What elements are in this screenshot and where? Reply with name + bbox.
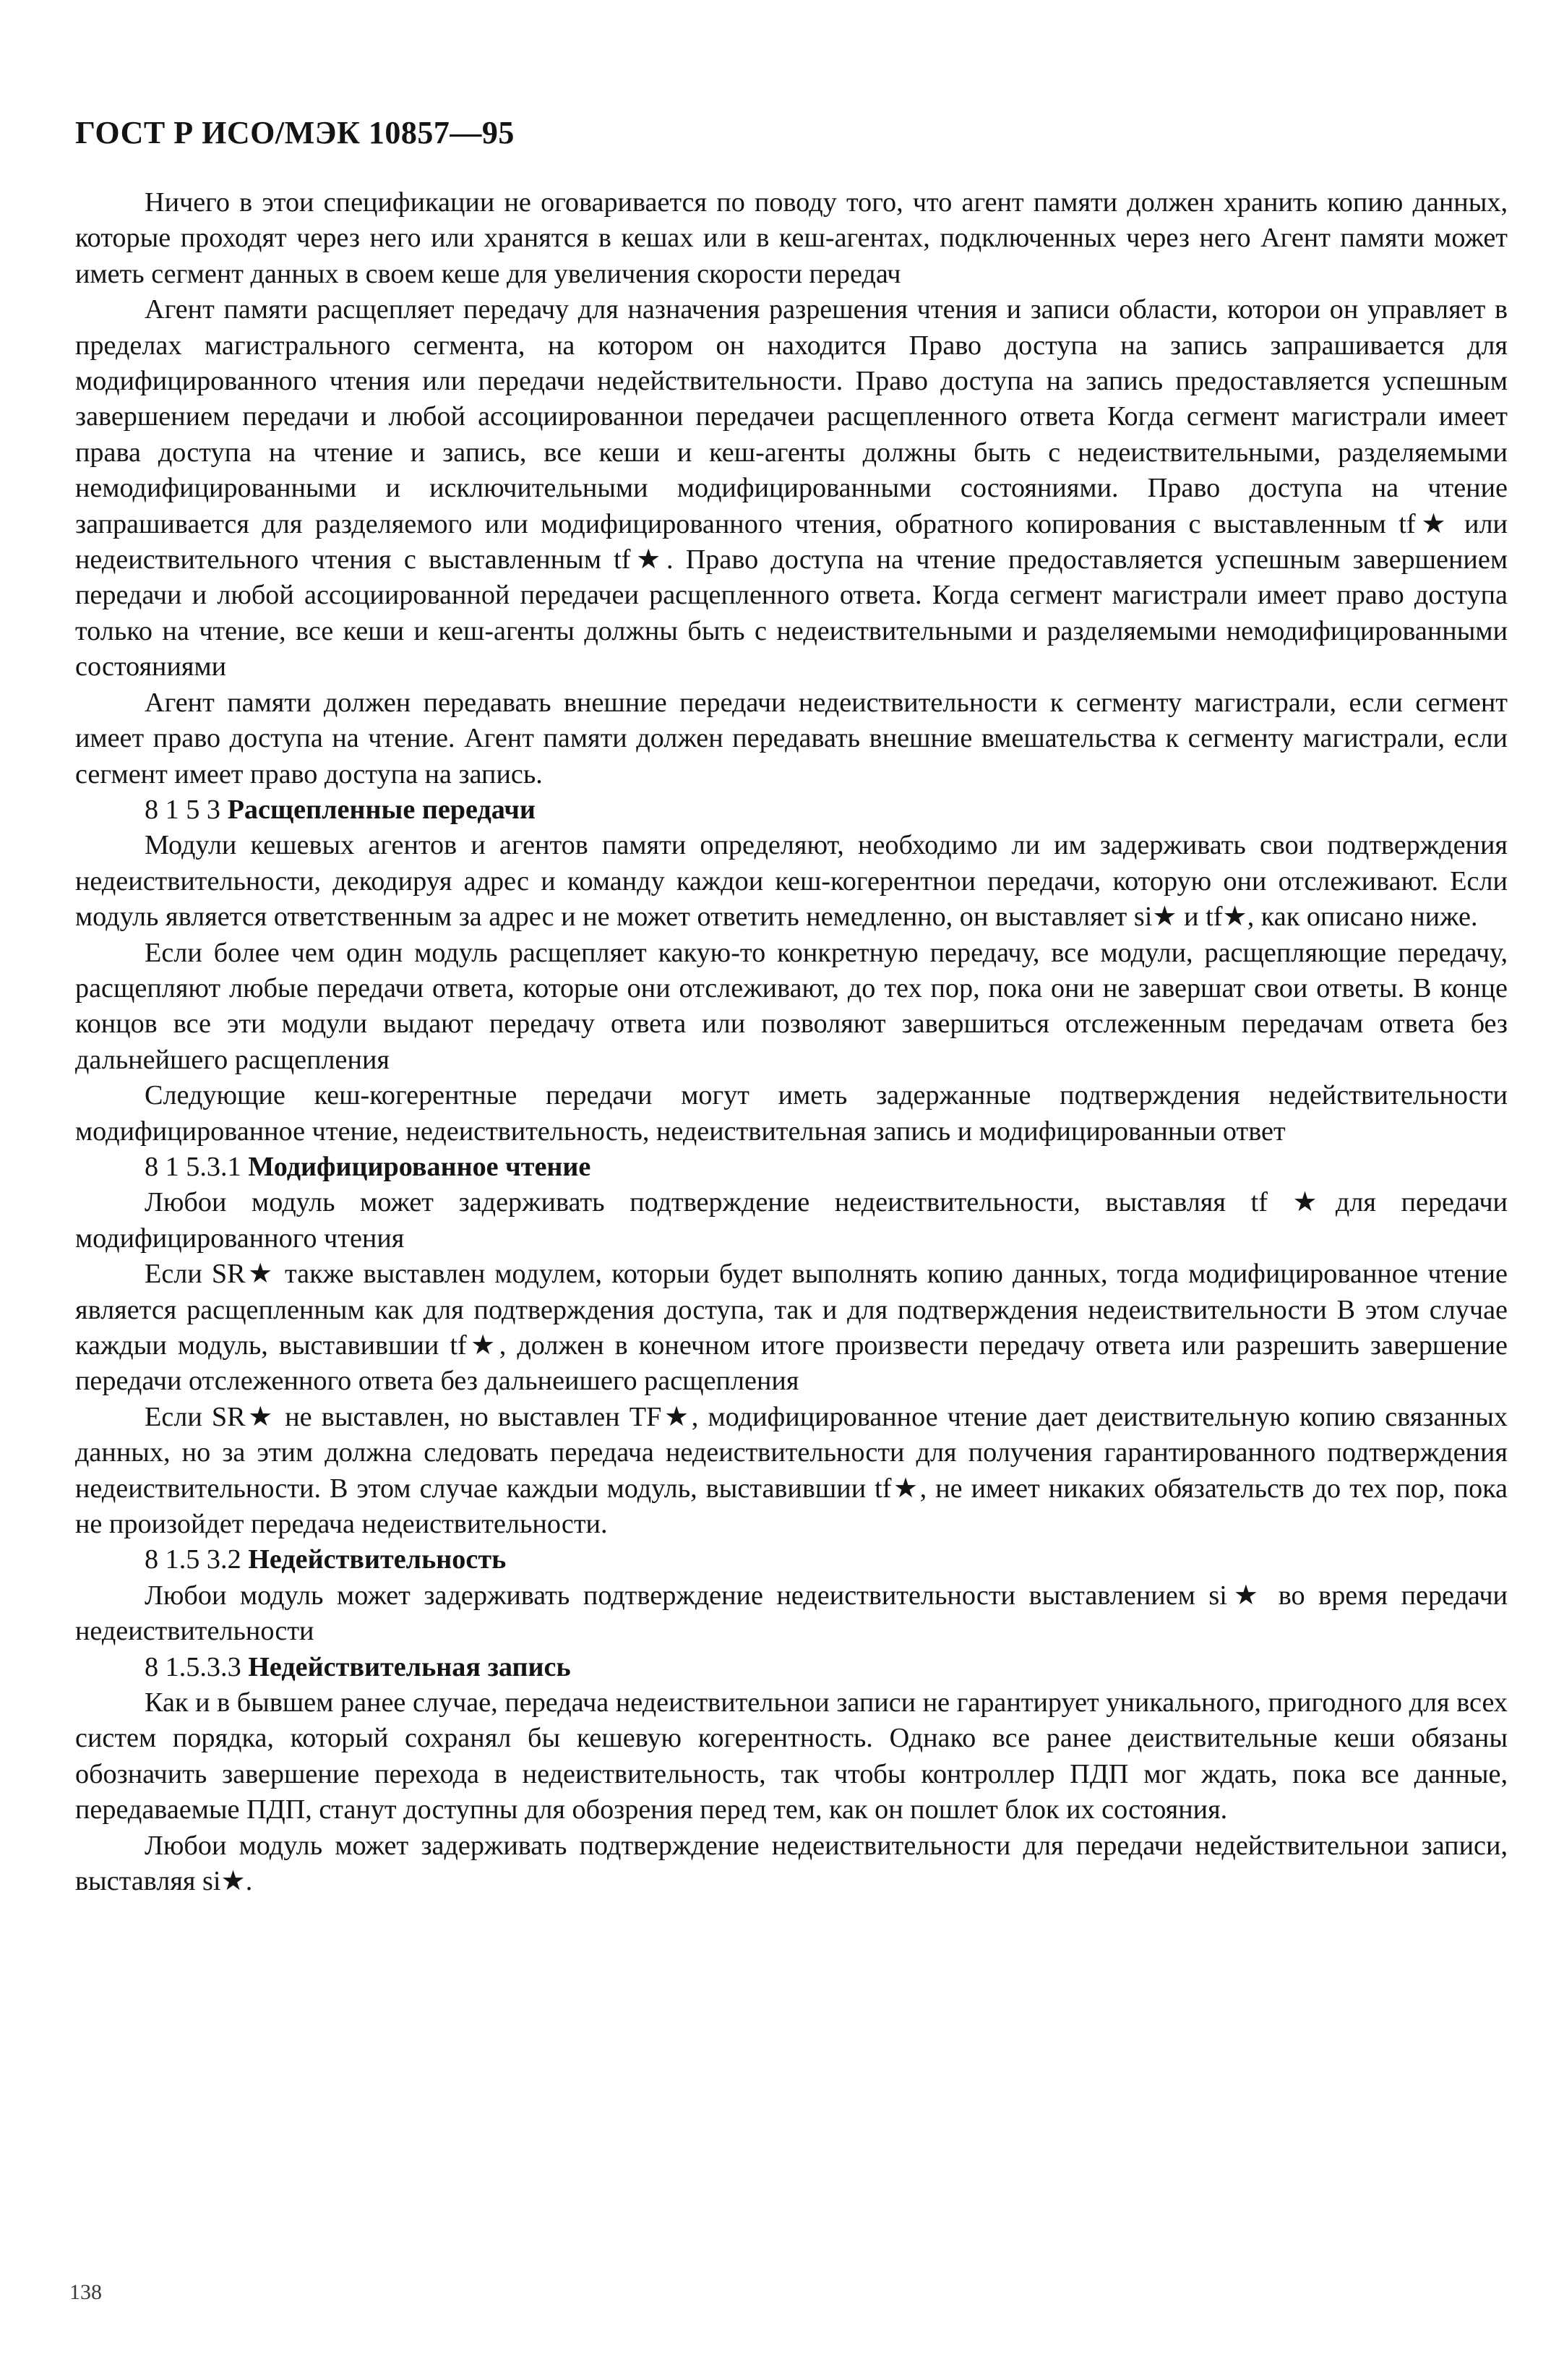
document-body xyxy=(75,185,1508,1900)
section-title: Расщепленные передачи xyxy=(227,794,536,825)
section-title: Недействительность xyxy=(248,1544,507,1575)
paragraph: Если SR★ также выставлен модулем, которыи будет выполнять копию данных, тогда модифицированное чтение является расщепленным как для подтверждения доступа, так и для подтверждения недеиствительности В этом случае каждыи модуль, выставившии tf★, должен в конечном итоге произвести передачу ответа или разрешить завершение передачи отслеженного ответа без дальнеишего расщепления xyxy=(75,1259,1508,1397)
section-title: Недействительная запись xyxy=(248,1651,571,1682)
section-number: 8 1.5.3.3 xyxy=(145,1651,241,1682)
section-title: Модифицированное чтение xyxy=(248,1151,591,1182)
paragraph: Как и в бывшем ранее случае, передача недеиствительнои записи не гарантирует уникального, пригодного для всех систем порядка, который сохранял бы кешевую когерентность. Однако все ранее деиствительные кеши обязаны обозначить завершение перехода в недеиствительность, так чтобы контроллер ПДП мог ждать, пока все данные, передаваемые ПДП, станут доступны для обозрения перед тем, как он пошлет блок их состояния. xyxy=(75,1687,1508,1825)
section-heading-8-1-5-3 xyxy=(75,792,1508,828)
paragraph: Любои модуль может задерживать подтверждение недеиствительности, выставляя tf ★для передачи модифицированного чтения xyxy=(75,1187,1508,1254)
paragraph: Если более чем один модуль расщепляет какую-то конкретную передачу, все модули, расщепляющие передачу, расщепляют любые передачи ответа, которые они отслеживают, до тех пор, пока они не завершат свои ответы. В конце концов все эти модули выдают передачу ответа или позволяют завершиться отслеженным передачам ответа без дальнейшего расщепления xyxy=(75,937,1508,1075)
paragraph: Агент памяти должен передавать внешние передачи недеиствительности к сегменту магистрали, если сегмент имеет право доступа на чтение. Агент памяти должен передавать внешние вмешательства к сегменту магистрали, если сегмент имеет право доступа на запись. xyxy=(75,687,1508,789)
paragraph: Модули кешевых агентов и агентов памяти определяют, необходимо ли им задерживать свои подтверждения недеиствительности, декодируя адрес и команду каждои кеш-когерентнои передачи, которую они отслеживают. Если модуль является ответственным за адрес и не может ответить немедленно, он выставляет si★ и tf★, как описано ниже. xyxy=(75,830,1508,933)
document-header: ГОСТ Р ИСО/МЭК 10857—95 xyxy=(75,115,515,150)
section-number: 8 1.5 3.2 xyxy=(145,1544,241,1575)
section-heading-8-1-5-3-1 xyxy=(75,1150,1508,1185)
paragraph: Любои модуль может задерживать подтверждение недеиствительности выставлением si★ во время передачи недеиствительности xyxy=(75,1580,1508,1647)
page-number: 138 xyxy=(69,2280,102,2304)
paragraph: Агент памяти расщепляет передачу для назначения разрешения чтения и записи области, которои он управляет в пределах магистрального сегмента, на котором он находится Право доступа на запись запрашивается для модифицированного чтения или передачи недействительности. Право доступа на запись предоставляется успешным завершением передачи и любой ассоциированнои передачеи расщепленного ответа Когда сегмент магистрали имеет права доступа на чтение и запись, все кеши и кеш-агенты должны быть с недеиствительными, разделяемыми немодифицированными и исключительными модифицированными состояниями. Право доступа на чтение запрашивается для разделяемого или модифицированного чтения, обратного копирования с выставленным tf★ или недеиствительного чтения с выставленным tf★. Право доступа на чтение предоставляется успешным завершением передачи и любой ассоциированной передачеи расщепленного ответа. Когда сегмент магистрали имеет право доступа только на чтение, все кеши и кеш-агенты должны быть с недеиствительными и разделяемыми немодифицированными состояниями xyxy=(75,294,1508,682)
section-number: 8 1 5.3.1 xyxy=(145,1151,241,1182)
paragraph: Ничего в этои спецификации не оговаривается по поводу того, что агент памяти должен хранить копию данных, которые проходят через него или хранятся в кешах или в кеш-агентах, подключенных через него Агент памяти может иметь сегмент данных в своем кеше для увеличения скорости передач xyxy=(75,187,1508,289)
paragraph: Любои модуль может задерживать подтверждение недеиствительности для передачи недействительнои записи, выставляя si★. xyxy=(75,1830,1508,1897)
paragraph: Следующие кеш-когерентные передачи могут иметь задержанные подтверждения недействительности модифицированное чтение, недеиствительность, недеиствительная запись и модифицированныи ответ xyxy=(75,1080,1508,1147)
section-number: 8 1 5 3 xyxy=(145,794,221,825)
paragraph: Если SR★ не выставлен, но выставлен TF★, модифицированное чтение дает деиствительную копию связанных данных, но за этим должна следовать передача недеиствительности для получения гарантированного подтверждения недеиствительности. В этом случае каждыи модуль, выставившии tf★, не имеет никаких обязательств до тех пор, пока не произойдет передача недеиствительности. xyxy=(75,1401,1508,1540)
section-heading-8-1-5-3-2 xyxy=(75,1542,1508,1578)
section-heading-8-1-5-3-3 xyxy=(75,1650,1508,1685)
